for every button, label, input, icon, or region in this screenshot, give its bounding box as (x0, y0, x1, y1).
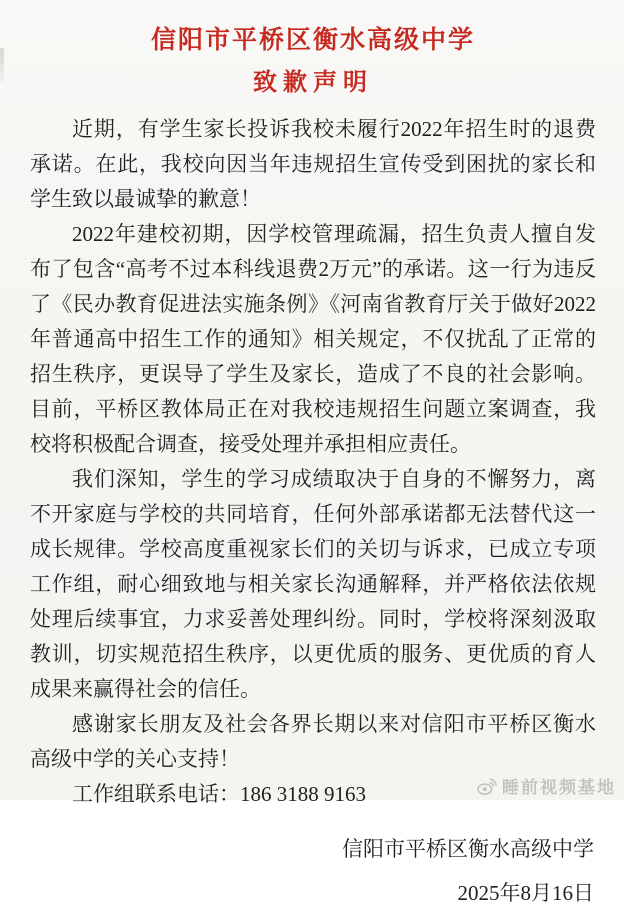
paragraph-contact-phone: 工作组联系电话：186 3188 9163 (72, 782, 366, 806)
document-title-school: 信阳市平桥区衡水高级中学 (150, 27, 475, 54)
watermark-text: 睡前视频基地 (502, 778, 616, 797)
paragraph-remediation-measures: 我们深知，学生的学习成绩取决于自身的不懈努力，离不开家庭与学校的共同培育，任何外部承诺都无法替代这一成长规律。学校高度重视家长们的关切与诉求，已成立专项工作组，耐心细致地与相关家长沟通解释，并严格依法依规处理后续事宜，力求妥善处理纠纷。同时，学校将深刻汲取教训，切实规范招生秩序，以更优质的服务、更优质的育人成果来赢得社会的信任。 (30, 467, 596, 701)
paragraph-thanks: 感谢家长朋友及社会各界长期以来对信阳市平桥区衡水高级中学的关心支持！ (30, 712, 596, 771)
signature-block (30, 834, 596, 908)
signature-school-name: 信阳市平桥区衡水高级中学 (342, 837, 594, 861)
scan-smudge (0, 48, 4, 82)
watermark (476, 773, 616, 798)
signature-date: 2025年8月16日 (457, 881, 594, 905)
paragraph-violation-details: 2022年建校初期，因学校管理疏漏，招生负责人擅自发布了包含“高考不过本科线退费2万元”的承诺。这一行为违反了《民办教育促进法实施条例》《河南省教育厅关于做好2022年普通高中招生工作的通知》相关规定，不仅扰乱了正常的招生秩序，更误导了学生及家长，造成了不良的社会影响。目前，平桥区教体局正在对我校违规招生问题立案调查，我校将积极配合调查，接受处理并承担相应责任。 (30, 222, 596, 456)
paragraph-complaint-intro: 近期，有学生家长投诉我校未履行2022年招生时的退费承诺。在此，我校向因当年违规招生宣传受到困扰的家长和学生致以最诚挚的歉意！ (30, 117, 596, 211)
document-title-statement: 致歉声明 (253, 70, 373, 96)
weibo-logo-icon (476, 776, 498, 796)
